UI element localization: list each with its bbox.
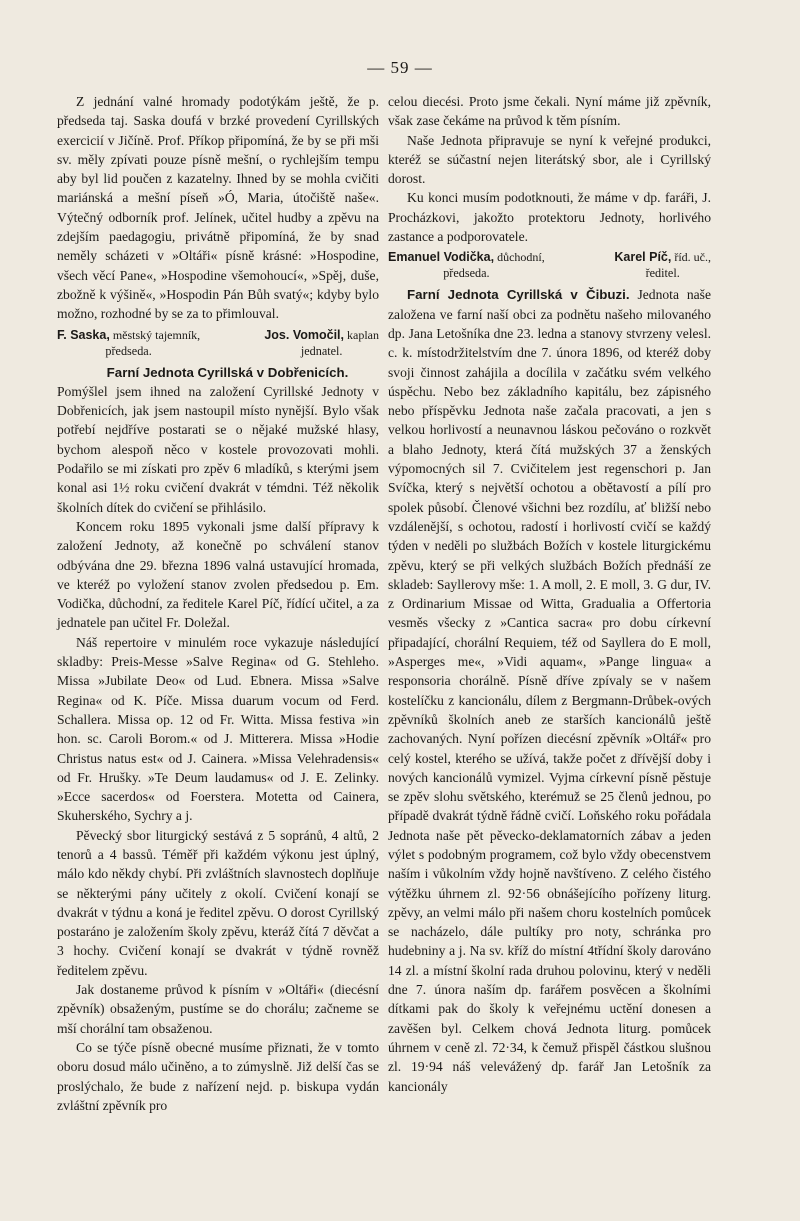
signatory-title: důchodní, xyxy=(497,250,545,265)
signatory-name: Emanuel Vodička, xyxy=(388,250,495,265)
paragraph: Pomýšlel jsem ihned na založení Cyrillské Jednoty v Dobřenicích, jak jsem nastoupil místo nynější. Bylo však potřebí nejdříve postarati se o nějaké mužské hlasy, bychom alespoň něco v kostele provozovati mohli. Podařilo se mi získati pro zpěv 6 mladíků, s kterými jsem konal asi 1½ roku cvičení dvakrát v témdni. Též několik školních dítek do cvičení se přihlásilo. xyxy=(57,383,379,515)
paragraph: Koncem roku 1895 vykonali jsme další přípravy k založení Jednoty, až konečně po schválení stanov odbývána dne 29. března 1896 valná ustavující hromada, ve kteréž po vyložení stanov zvolen předsedou p. Em. Vodička, důchodní, za ředitele Karel Píč, řídící učitel, a za jednatele pan učitel Fr. Doležal. xyxy=(57,518,379,631)
paragraph: Náš repertoire v minulém roce vykazuje následující skladby: Preis-Messe »Salve Regina« od G. Stehleho. Missa »Jubilate Deo« od Lud. Ebnera. Missa »Salve Regina« od K. Píče. Missa duarum vocum od Ferd. Schallera. Missa op. 12 od Fr. Witta. Missa festiva »in hon. sc. Caroli Borom.« od J. Mitterera. Missa »Hodie Christus natus est« od J. Cainera. »Missa Velehradensis« od Fr. Hrušky. »Te Deum laudamus« od J. E. Zelinky. »Ecce sacerdos« od Foerstera. Motetta od Cainera, Skuherského, Sychry a j. xyxy=(57,634,379,824)
signature-block xyxy=(388,249,711,281)
paragraph: Co se týče písně obecné musíme přiznati, že v tomto oboru dosud málo učiněno, a to zúmyslně. Již delší čas se proslýchalo, že bude z nařízení nejd. p. biskupa vydán zvláštní zpěvník pro xyxy=(57,1039,379,1113)
page-number: — 59 — xyxy=(367,58,433,77)
section-heading: Farní Jednota Cyrillská v Čibuzi. xyxy=(407,287,630,303)
paragraph: Naše Jednota připravuje se nyní k veřejné produkci, kteréž se súčastní nejen literátský sbor, ale i Cyrillský dorost. xyxy=(388,132,711,187)
right-column xyxy=(388,92,711,1096)
signatory-title: říd. uč., xyxy=(674,250,711,265)
section-heading: Farní Jednota Cyrillská v Dobřenicích. xyxy=(106,364,349,380)
signatory-right xyxy=(614,249,711,281)
paragraph xyxy=(388,285,711,1095)
signatory-role: ředitel. xyxy=(645,266,680,281)
signatory-role: předseda. xyxy=(443,266,490,281)
signatory-right xyxy=(264,327,379,359)
signatory-role: jednatel. xyxy=(300,343,343,358)
paragraph: Pěvecký sbor liturgický sestává z 5 sopránů, 4 altů, 2 tenorů a 4 bassů. Téměř při každém výkonu jest úplný, málo kdo někdy chybí. Při zvláštních slavnostech doplňuje se některými pány učitely z okolí. Cvičení konají se dvakrát v týdnu a koná je ředitel zpěvu. O dorost Cyrillský postaráno je založením školy zpěvu, kteráž čítá 7 děvčat a 3 hochy. Cvičení konají se dvakrát v týdně rovněž ředitelem zpěvu. xyxy=(57,827,379,978)
signatory-title: kaplan xyxy=(347,327,379,342)
signature-block xyxy=(57,327,379,359)
signatory-title: městský tajemník, xyxy=(112,327,201,342)
paragraph-text: Jednota naše založena ve farní naší obci za podnětu našeho milovaného dp. Jana Letošníka dne 23. ledna a stanovy stvrzeny velesl. c. k. místodržitelstvím dne 7. února 1896, od kteréž doby svoji činnost zahájila a docílila v začátku svém velkého úspěchu. Nebo bez základního kapitálu, bez zápisného nebo příspěvku Jednota naše začala pracovati, a jen s velkou horlivostí a neunavnou láskou pečováno o rozkvět a blaho Jednoty, která čítá mužských 37 a ženských výpomocných sil 7. Cvičitelem jest regenschori p. Jan Svíčka, který s největší ochotou a obětavostí a pílí pro spolek působí. Členové všichni bez rozdílu, ať bližší nebo vzdálenější, s ochotou, radostí i horlivostí cvičí se každý týden v neděli po službách Božích v kostele liturgickému zpěvu, který se při velkých službách Božích přednáší ze skladeb: Sayllerovy mše: 1. A moll, 2. E moll, 3. G dur, IV. z Ordinarium Missae od Witta, Gradualia a Offertoria vesměs všecky z »Cantica sacra« pro dobu církevní připadající, chorální Requiem, též od Sayllera do E moll, »Asperges me«, »Vidi aquam«, »Pange lingua« a responsoria chorálně. Písně dříve zpívaly se v našem kostelíčku z kancionálu, dílem z Bergmann-Drůbek-ových zpěvníků školních aneb ze starších kancionálů ještě zachovaných. Nyní pořízen diecésní zpěvník »Oltář« pro celý kostel, kterého se užívá, takže počet z dřívější doby i nových kancionálů vymizel. Vyjma církevní písně pěstuje se zpěv slohu světského, kterémuž se 25 členů jednou, po případě dvakrát týdně řádně cvičí. Loňského roku pořádala Jednota naše pět pěvecko-deklamatorních zábav a jeden výlet s podobným programem, což bylo vždy obecenstvem naším i vůkolním vždy hojně navštíveno. Z celého čistého výtěžku úhrnem zl. 92·56 obnášejícího pořízeny liturg. zpěvy, an velmi málo při našem choru kostelních pomůcek se nacházelo, dále pultíky pro noty, schránka pro hudebniny a j. Na sv. kříž do místní 4třídní školy darováno 14 zl. a místní školní rada druhou polovinu, který v neděli dne 7. února naším dp. farářem posvěcen a školními dítkami pak do školy k veřejnému uctění donesen a zavěšen byl. Celkem chová Jednota liturg. pomůcek úhrnem v ceně zl. 72·34, k čemuž přispěl částkou slušnou zl. 19·94 náš velevážený dp. farář Jan Letošník za kancionály xyxy=(388,287,712,1094)
left-column xyxy=(57,92,379,1115)
signatory-role: předseda. xyxy=(105,343,152,358)
signatory-name: F. Saska, xyxy=(57,327,110,342)
signatory-left xyxy=(388,249,545,281)
paragraph: celou diecési. Proto jsme čekali. Nyní máme již zpěvník, však zase čekáme na průvod k těm písním. xyxy=(388,94,711,129)
signatory-left xyxy=(57,327,200,359)
signatory-name: Jos. Vomočil, xyxy=(264,327,344,342)
paragraph: Z jednání valné hromady podotýkám ještě, že p. předseda taj. Saska doufá v brzké provedení Cyrillských exercicií v Jičíně. Prof. Příkop připomíná, že by se při mši sv. měly zpívati pouze písně mešní, o rychlejším tempu aby byl lid poučen z kazatelny. Ihned by se mohla cvičiti mariánská a mešní píseň »Ó, Maria, útočiště naše«. Výtečný odborník prof. Jelínek, učitel hudby a zpěvu na zdejším paedagogiu, privátně připomíná, že by snad neměly scházeti v »Oltáři« písně krásné: »Hospodine, všech věcí Pane«, »Hospodine všemohoucí«, »Spěj, duše, zbožně k výšině«, »Hospodin Pán Bůh svatý«; kdyby bylo možno, rozhodné by se za to přimlouval. xyxy=(57,94,379,322)
signatory-name: Karel Píč, xyxy=(614,250,672,265)
paragraph: Jak dostaneme průvod k písním v »Oltáři« (diecésní zpěvník) obsaženým, pustíme se do chorálu; začneme se mší chorální tam obsaženou. xyxy=(57,982,379,1036)
paragraph: Ku konci musím podotknouti, že máme v dp. faráři, J. Procházkovi, jakožto protektoru Jednoty, horlivého zastance a podporovatele. xyxy=(388,190,711,245)
